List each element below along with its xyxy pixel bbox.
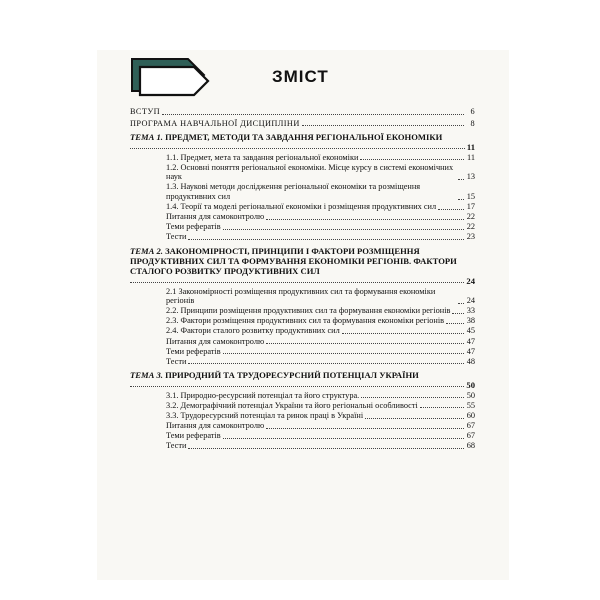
toc-item-text: 1.1. Предмет, мета та завдання регіональної економіки [166, 152, 359, 162]
dot-leader [420, 401, 464, 408]
toc-page-number: 33 [466, 306, 475, 316]
toc-entry-text: ВСТУП [130, 107, 161, 116]
toc-item-text: Теми рефератів [166, 222, 221, 232]
dot-leader [458, 297, 464, 304]
toc-item-text: 2.2. Принципи розміщення продуктивних сил та формування економіки регіонів [166, 306, 451, 316]
toc-page-number: 8 [470, 118, 475, 128]
toc-item[interactable] [166, 287, 475, 306]
toc-page-number: 47 [466, 336, 475, 346]
dot-leader [452, 307, 464, 314]
toc-item[interactable] [166, 222, 475, 232]
toc-item[interactable] [166, 306, 475, 316]
topic-title: ПРЕДМЕТ, МЕТОДИ ТА ЗАВДАННЯ РЕГІОНАЛЬНОЇ ЕКОНОМІКИ [165, 132, 443, 143]
toc-item-text: Питання для самоконтролю [166, 421, 265, 431]
toc-item-text: Теми рефератів [166, 431, 221, 441]
topic-2-items [130, 287, 475, 367]
toc-item-text: Тести [166, 232, 187, 242]
toc-item[interactable] [166, 316, 475, 326]
table-of-contents [130, 107, 475, 451]
topic-1-items [130, 153, 475, 242]
dot-leader [130, 380, 464, 387]
toc-page-number: 60 [466, 410, 475, 420]
toc-page-number: 45 [466, 326, 475, 336]
toc-item-text: 2.4. Фактори сталого розвитку продуктивних сил [166, 326, 340, 336]
toc-page-number: 24 [466, 276, 475, 287]
toc-item[interactable] [166, 337, 475, 347]
toc-item[interactable] [166, 212, 475, 222]
toc-item[interactable] [166, 347, 475, 357]
toc-item[interactable] [166, 357, 475, 367]
dot-leader [162, 108, 464, 115]
topic-3-items [130, 391, 475, 451]
toc-item-text: 3.2. Демографічний потенціал України та його регіональні особливості [166, 400, 418, 410]
dot-leader [266, 213, 464, 220]
topic-title: ПРИРОДНИЙ ТА ТРУДОРЕСУРСНИЙ ПОТЕНЦІАЛ УКРАЇНИ [165, 370, 419, 381]
toc-page-number: 6 [470, 107, 475, 116]
toc-item[interactable] [166, 232, 475, 242]
dot-leader [266, 337, 464, 344]
dot-leader [188, 442, 464, 449]
dot-leader [458, 193, 464, 200]
toc-page-number: 11 [467, 152, 475, 162]
toc-item[interactable] [166, 441, 475, 451]
toc-item[interactable] [166, 431, 475, 441]
toc-page-number: 15 [466, 192, 475, 202]
dot-leader [188, 233, 464, 240]
topic-label: ТЕМА 3. [130, 370, 163, 381]
toc-item-text: Теми рефератів [166, 346, 221, 356]
dot-leader [223, 223, 464, 230]
toc-item-text: 2.3. Фактори розміщення продуктивних сил та формування економіки регіонів [166, 316, 445, 326]
dot-leader [446, 317, 464, 324]
toc-item-text: 3.1. Природно-ресурсний потенціал та його структура. [166, 390, 360, 400]
toc-item[interactable] [166, 326, 475, 336]
toc-page-number: 22 [466, 212, 475, 222]
dot-leader [223, 347, 464, 354]
topic-title: ЗАКОНОМІРНОСТІ, ПРИНЦИПИ І ФАКТОРИ РОЗМІЩЕННЯ ПРОДУКТИВНИХ СИЛ ТА ФОРМУВАННЯ ЕКОНОМІКИ РЕГІОНІВ. ФАКТОРИ СТАЛОГО РОЗВИТКУ ПРОДУКТИВНИХ СИЛ [130, 246, 457, 277]
toc-item-text: Питання для самоконтролю [166, 336, 265, 346]
toc-page-number: 23 [466, 232, 475, 242]
toc-item[interactable] [166, 163, 475, 182]
toc-page-number: 50 [466, 380, 475, 391]
dot-leader [266, 422, 464, 429]
toc-item[interactable] [166, 182, 475, 201]
toc-entry-program[interactable] [130, 119, 475, 129]
dot-leader [130, 276, 464, 283]
toc-item-text: 3.3. Трудоресурсний потенціал та ринок праці в Україні [166, 410, 364, 420]
dot-leader [188, 357, 464, 364]
toc-topic-2[interactable] [130, 246, 475, 286]
toc-item-text: 1.3. Наукові методи дослідження регіональної економіки та розміщення продуктивних сил [166, 182, 421, 202]
toc-item-text: 1.4. Теорії та моделі регіональної економіки і розміщення продуктивних сил [166, 202, 437, 212]
dot-leader [361, 391, 464, 398]
arrow-logo-icon [130, 57, 210, 97]
toc-page-number: 47 [466, 346, 475, 356]
topic-label: ТЕМА 1. [130, 132, 163, 143]
toc-item[interactable] [166, 401, 475, 411]
toc-item-text: 1.2. Основні поняття регіональної економіки. Місце курсу в системі економічних наук [166, 162, 454, 182]
toc-page-number: 67 [466, 421, 475, 431]
toc-heading: ЗМІСТ [272, 67, 329, 86]
toc-item[interactable] [166, 411, 475, 421]
toc-item[interactable] [166, 391, 475, 401]
dot-leader [458, 173, 464, 180]
toc-item-text: Питання для самоконтролю [166, 212, 265, 222]
dot-leader [342, 327, 464, 334]
toc-page-number: 38 [466, 316, 475, 326]
toc-topic-3[interactable] [130, 370, 475, 390]
toc-item[interactable] [166, 153, 475, 163]
toc-page-number: 48 [466, 356, 475, 366]
toc-page-number: 22 [466, 222, 475, 232]
toc-item-text: Тести [166, 441, 187, 451]
dot-leader [223, 432, 464, 439]
toc-entry-intro[interactable] [130, 107, 475, 117]
toc-page-number: 24 [466, 296, 475, 306]
dot-leader [302, 119, 464, 126]
toc-item[interactable] [166, 421, 475, 431]
toc-item-text: 2.1 Закономірності розміщення продуктивних сил та формування економіки регіонів [166, 286, 436, 306]
toc-page-number: 13 [466, 172, 475, 182]
toc-page-number: 17 [466, 202, 475, 212]
toc-page-number: 68 [466, 441, 475, 451]
dot-leader [365, 412, 464, 419]
toc-page-number: 11 [466, 142, 475, 153]
dot-leader [438, 203, 464, 210]
toc-item[interactable] [166, 202, 475, 212]
toc-item-text: Тести [166, 356, 187, 366]
topic-label: ТЕМА 2. [130, 246, 163, 257]
dot-leader [360, 153, 464, 160]
toc-topic-1[interactable] [130, 132, 475, 152]
toc-entry-text: ПРОГРАМА НАВЧАЛЬНОЇ ДИСЦИПЛІНИ [130, 118, 300, 128]
toc-page-number: 55 [466, 400, 475, 410]
dot-leader [130, 142, 465, 149]
toc-page-number: 67 [466, 431, 475, 441]
toc-page-number: 50 [466, 390, 475, 400]
